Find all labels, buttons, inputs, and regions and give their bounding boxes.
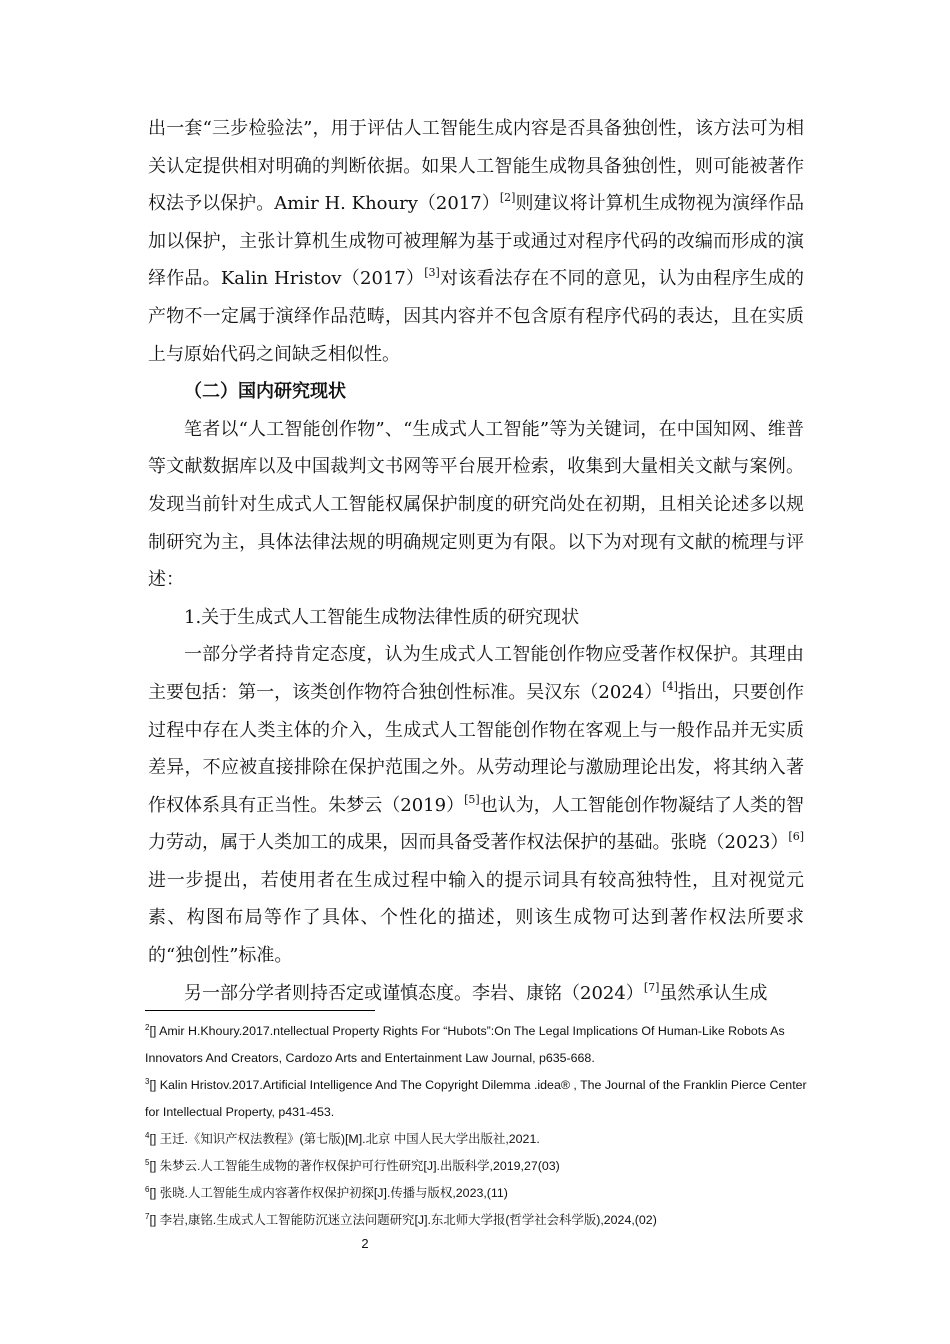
footnote [145, 1072, 807, 1126]
footnote-text: [] 王迁.《知识产权法教程》(第七版)[M].北京 中国人民大学出版社,2021. [149, 1132, 540, 1146]
footnote-mark: 3 [145, 1077, 150, 1086]
footnote-mark: 2 [145, 1023, 150, 1032]
citation-ref: [3] [424, 266, 440, 280]
paragraph-text: 指出，只要创作过程中存在人类主体的介入，生成式人工智能创作物在客观上与一般作品并无实质差异，不应被直接排除在保护范围之外。从劳动理论与激励理论出发，将其纳入著作权体系具有正当性。朱梦云（2019） [148, 681, 804, 816]
footnote-text: [] 张晓.人工智能生成内容著作权保护初探[J].传播与版权,2023,(11) [149, 1186, 508, 1200]
paragraph-text: 进一步提出，若使用者在生成过程中输入的提示词具有较高独特性，且对视觉元素、构图布局等作了具体、个性化的描述，则该生成物可达到著作权法所要求的“独创性”标准。 [148, 869, 804, 967]
footnote [145, 1207, 807, 1234]
paragraph-text: 则建议将计算机生成物视为演绎作品加以保护，主张计算机生成物可被理解为基于或通过对程序代码的改编而形成的演绎作品。Kalin Hristov（2017） [148, 193, 805, 290]
citation-ref: [7] [643, 980, 660, 994]
citation-ref: [5] [464, 792, 480, 806]
footnote [145, 1126, 807, 1153]
citation-ref: [2] [499, 191, 516, 205]
paragraph-text: 虽然承认生成 [659, 982, 768, 1004]
paragraph-text: 出一套“三步检验法”，用于评估人工智能生成内容是否具备独创性，该方法可为相关认定提供相对明确的判断依据。如果人工智能生成物具备独创性，则可能被著作权法予以保护。Amir H. Khoury（2017） [148, 118, 804, 215]
footnote [145, 1018, 807, 1072]
footnote-text: [] 朱梦云.人工智能生成物的著作权保护可行性研究[J].出版科学,2019,27(03) [149, 1159, 560, 1173]
paragraph-text: 一部分学者持肯定态度，认为生成式人工智能创作物应受著作权保护。其理由主要包括：第一，该类创作物符合独创性标准。吴汉东（2024） [148, 644, 804, 703]
citation-ref: [4] [662, 679, 678, 693]
citation-ref: [6] [788, 830, 804, 844]
paragraph-foreign-research [148, 110, 804, 373]
paragraph-text: 另一部分学者则持否定或谨慎态度。李岩、康铭（2024） [184, 982, 644, 1004]
footnote-mark: 5 [145, 1158, 150, 1167]
footnote-text: [] 李岩,康铭.生成式人工智能防沉迷立法问题研究[J].东北师大学报(哲学社会科学版),2024,(02) [149, 1213, 657, 1227]
section-heading: （二）国内研究现状 [184, 381, 346, 403]
footnote-mark: 4 [145, 1131, 150, 1140]
paragraph-negative-view [148, 975, 804, 1013]
footnote [145, 1180, 807, 1207]
footnote [145, 1153, 807, 1180]
footnote-mark: 6 [145, 1185, 150, 1194]
footnote-mark: 7 [145, 1212, 150, 1221]
subsection-heading: 1.关于生成式人工智能生成物法律性质的研究现状 [184, 606, 580, 628]
main-body-text [148, 110, 804, 1012]
page-number: 2 [361, 1236, 369, 1251]
paragraph-text: 对该看法存在不同的意见，认为由程序生成的产物不一定属于演绎作品范畴，因其内容并不包含原有程序代码的表达，且在实质上与原始代码之间缺乏相似性。 [148, 268, 804, 365]
paragraph-affirmative-view [148, 636, 804, 974]
paragraph-domestic-intro: 笔者以“人工智能创作物”、“生成式人工智能”等为关键词，在中国知网、维普等文献数据库以及中国裁判文书网等平台展开检索，收集到大量相关文献与案例。发现当前针对生成式人工智能权属保护制度的研究尚处在初期，且相关论述多以规制研究为主，具体法律法规的明确规定则更为有限。以下为对现有文献的梳理与评述： [148, 418, 804, 591]
footnote-separator [145, 1010, 375, 1011]
footnote-text: [] Amir H.Khoury.2017.ntellectual Property Rights For “Hubots”:On The Legal Implications Of Human-Like Robots As Innovators And Creators, Cardozo Arts and Entertainment Law Journal, p635-668. [145, 1024, 785, 1065]
paragraph-text: 也认为，人工智能创作物凝结了人类的智力劳动，属于人类加工的成果，因而具备受著作权法保护的基础。张晓（2023） [148, 794, 805, 854]
footnote-text: [] Kalin Hristov.2017.Artificial Intelligence And The Copyright Dilemma .idea® , The Journal of the Franklin Pierce Center for Intellectual Property, p431-453. [145, 1078, 807, 1119]
footnotes [145, 1018, 807, 1234]
